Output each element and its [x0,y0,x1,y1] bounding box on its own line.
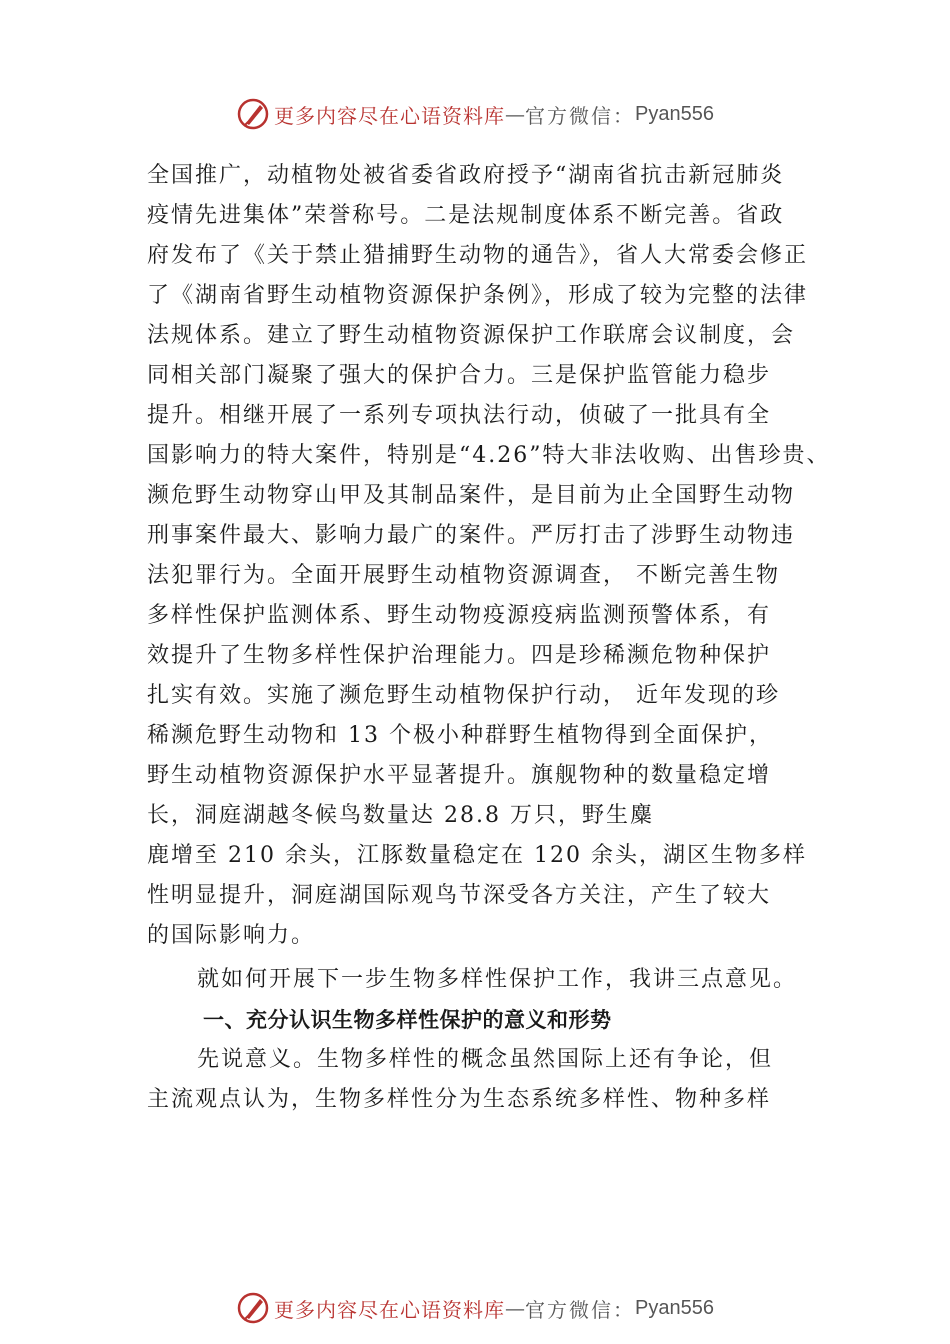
watermark-brand: 更多内容尽在心语资料库 [274,103,506,128]
intro-paragraph: 就如何开展下一步生物多样性保护工作，我讲三点意见。 [197,967,798,992]
watermark-wechat-id: Pyan556 [635,102,714,125]
body-line: 法规体系。建立了野生动植物资源保护工作联席会议制度，会 [147,323,796,348]
body-line: 多样性保护监测体系、野生动物疫源疫病监测预警体系，有 [147,603,772,628]
body-line: 鹿增至 210 余头，江豚数量稳定在 120 余头，湖区生物多样 [147,843,807,868]
body-line: 稀濒危野生动物和 13 个极小种群野生植物得到全面保护， [147,723,773,748]
body-line: 性明显提升，洞庭湖国际观鸟节深受各方关注，产生了较大 [147,883,772,908]
body-line: 主流观点认为，生物多样性分为生态系统多样性、物种多样 [147,1087,772,1112]
body-line: 府发布了《关于禁止猎捕野生动物的通告》，省人大常委会修正 [147,243,809,268]
watermark-brand: 更多内容尽在心语资料库 [274,1297,506,1322]
document-body [147,156,831,1120]
body-line: 濒危野生动物穿山甲及其制品案件，是目前为止全国野生动物 [147,483,796,508]
body-line: 疫情先进集体”荣誉称号。二是法规制度体系不断完善。省政 [147,203,785,228]
body-line: 法犯罪行为。全面开展野生动植物资源调查， 不断完善生物 [147,563,780,588]
section-heading: 一、充分认识生物多样性保护的意义和形势 [203,1008,612,1032]
pen-logo-icon [236,97,270,131]
body-line: 刑事案件最大、影响力最广的案件。严厉打击了涉野生动物违 [147,523,796,548]
body-line: 野生动植物资源保护水平显著提升。旗舰物种的数量稳定增 [147,763,772,788]
pen-logo-icon [236,1291,270,1325]
watermark-wechat-id: Pyan556 [635,1296,714,1319]
body-line: 同相关部门凝聚了强大的保护合力。三是保护监管能力稳步 [147,363,772,388]
watermark-separator: — [505,1296,526,1320]
body-line: 长，洞庭湖越冬候鸟数量达 28.8 万只，野生麋 [147,803,654,828]
body-line: 效提升了生物多样性保护治理能力。四是珍稀濒危物种保护 [147,643,772,668]
body-line: 先说意义。生物多样性的概念虽然国际上还有争论，但 [197,1047,774,1072]
footer-watermark [0,1288,950,1328]
header-watermark [0,94,950,134]
body-line: 提升。相继开展了一系列专项执法行动，侦破了一批具有全 [147,403,772,428]
watermark-wechat-label: 官方微信： [525,1297,636,1322]
body-line: 的国际影响力。 [147,923,316,948]
watermark-separator: — [505,102,526,126]
body-line: 扎实有效。实施了濒危野生动植物保护行动， 近年发现的珍 [147,683,780,708]
body-line: 了《湖南省野生动植物资源保护条例》，形成了较为完整的法律 [147,283,809,308]
body-line: 全国推广，动植物处被省委省政府授予“湖南省抗击新冠肺炎 [147,163,785,188]
watermark-wechat-label: 官方微信： [525,103,636,128]
body-line: 国影响力的特大案件，特别是“4.26”特大非法收购、出售珍贵、 [147,443,831,468]
